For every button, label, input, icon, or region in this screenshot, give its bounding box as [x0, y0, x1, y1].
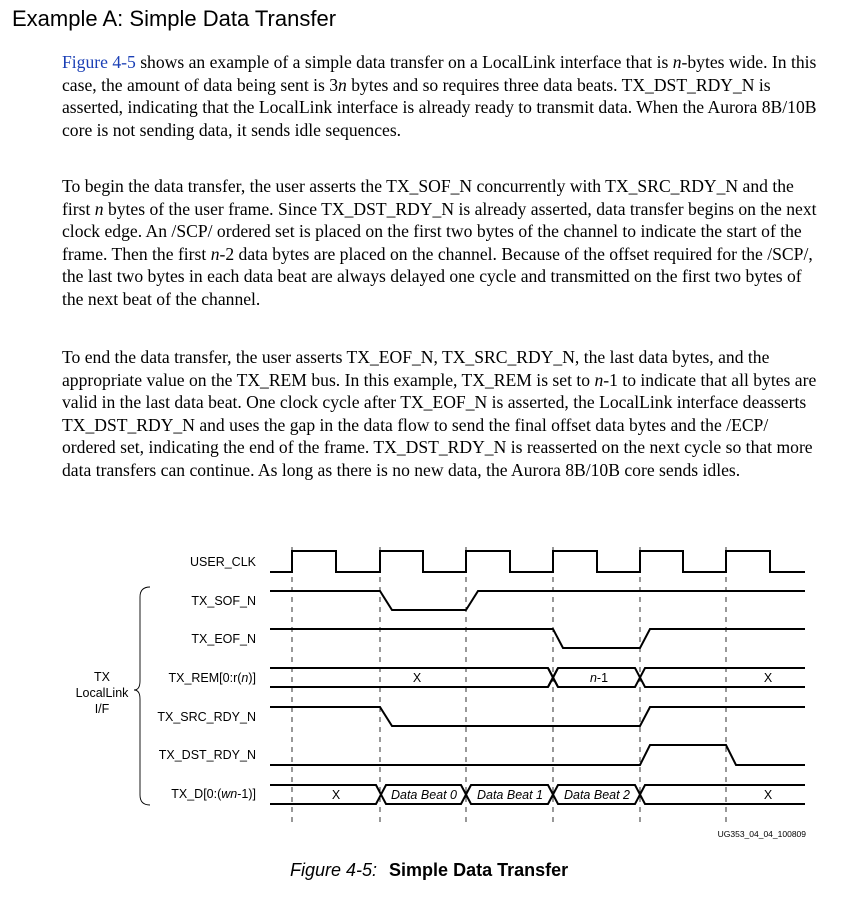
data-value-x2: X — [763, 788, 773, 802]
italic-var: n — [589, 671, 597, 685]
rem-value-n-1 — [590, 671, 608, 685]
italic-var: n — [338, 74, 347, 95]
signal-label-tx-src-rdy-n: TX_SRC_RDY_N — [157, 710, 256, 724]
text-run: -1 — [596, 671, 609, 685]
text-run: bytes of the user frame. Since TX_DST_RDY_N is already asserted, data transfer begins on the next clock edge. An /SCP/ ordered set is placed on the first two bytes of the channel to indicate the start of the frame. Then the first — [62, 198, 817, 264]
figure-id: UG353_04_04_100809 — [717, 829, 806, 839]
data-value-x1: X — [331, 788, 341, 802]
bus-tx-rem — [270, 668, 805, 687]
paragraph-1 — [62, 51, 822, 141]
group-label-tx: TX — [94, 670, 110, 684]
text-run: -1)] — [237, 787, 256, 801]
signal-label-tx-d — [171, 787, 256, 801]
text-run: To begin the data transfer, the user asserts the TX_SOF_N concurrently with TX_SRC_RDY_N and the first — [62, 176, 794, 219]
italic-var: n — [672, 52, 682, 72]
text-run: shows an example of a simple data transfer on a LocalLink interface that is — [135, 52, 673, 72]
italic-var: n — [94, 198, 104, 219]
data-value-beat-0: Data Beat 0 — [390, 788, 458, 802]
text-run: TX_D[0:( — [171, 787, 222, 801]
signal-label-tx-sof-n: TX_SOF_N — [191, 594, 256, 608]
group-brace — [134, 587, 150, 805]
paragraph-3 — [62, 346, 822, 482]
group-label-locallink: LocalLink — [75, 686, 129, 700]
text-run: To end the data transfer, the user asserts TX_EOF_N, TX_SRC_RDY_N, the last data bytes, and the appropriate value on the TX_REM bus. In this example, TX_REM is set to — [62, 347, 770, 390]
signal-label-tx-eof-n: TX_EOF_N — [191, 632, 256, 646]
italic-var: wn — [221, 787, 238, 801]
signal-label-tx-dst-rdy-n: TX_DST_RDY_N — [158, 748, 256, 762]
text-run: bytes and so requires three data beats. TX_DST_RDY_N is asserted, indicating that the LocalLink interface is already ready to transmit data. When the Aurora 8B/10B core is not sending data, it sends idle sequences. — [62, 74, 817, 140]
group-label-if: I/F — [94, 702, 110, 716]
waveform-tx-dst-rdy-n — [270, 745, 805, 765]
group-label — [76, 670, 130, 716]
text-run: )] — [248, 671, 256, 685]
figure-title: Simple Data Transfer — [389, 860, 569, 880]
italic-var: n — [594, 369, 604, 390]
figure-caption — [290, 860, 568, 881]
waveform-tx-sof-n — [270, 591, 805, 610]
data-value-beat-2: Data Beat 2 — [563, 788, 631, 802]
rem-value-x1: X — [412, 671, 422, 685]
text-run: -1 to indicate that all bytes are valid in the last data beat. One clock cycle after TX_EOF_N is asserted, the LocalLink interface deasserts TX_DST_RDY_N and uses the gap in the data flow to send the final offset data bytes and the /ECP/ ordered set, indicating the end of the frame. TX_DST_RDY_N is reasserted on the next cycle so that more data transfers can continue. As long as there is no new data, the Aurora 8B/10B core sends idles. — [62, 369, 817, 480]
waveform-tx-src-rdy-n — [270, 707, 805, 726]
italic-var: n — [241, 671, 249, 685]
figure-link[interactable]: Figure 4-5 — [62, 52, 136, 72]
waveform-user-clk — [270, 551, 805, 572]
rem-value-x2: X — [763, 671, 773, 685]
section-heading: Example A: Simple Data Transfer — [12, 6, 337, 31]
text-run: -bytes wide. In this case, the amount of data being sent is 3 — [62, 52, 817, 95]
timing-diagram — [0, 525, 841, 845]
text-run: TX_REM[0:r( — [168, 671, 242, 685]
data-value-beat-1: Data Beat 1 — [476, 788, 544, 802]
paragraph-2 — [62, 175, 822, 311]
figure-number: Figure 4-5: — [290, 860, 378, 880]
italic-var: n — [210, 243, 220, 264]
signal-label-user-clk: USER_CLK — [190, 555, 256, 569]
signal-label-tx-rem — [168, 671, 256, 685]
text-run: -2 data bytes are placed on the channel. Because of the offset required for the /SCP/, the last two bytes in each data beat are always delayed one cycle and transmitted on the first two bytes of the next beat of the channel. — [62, 243, 813, 309]
waveform-tx-eof-n — [270, 629, 805, 648]
